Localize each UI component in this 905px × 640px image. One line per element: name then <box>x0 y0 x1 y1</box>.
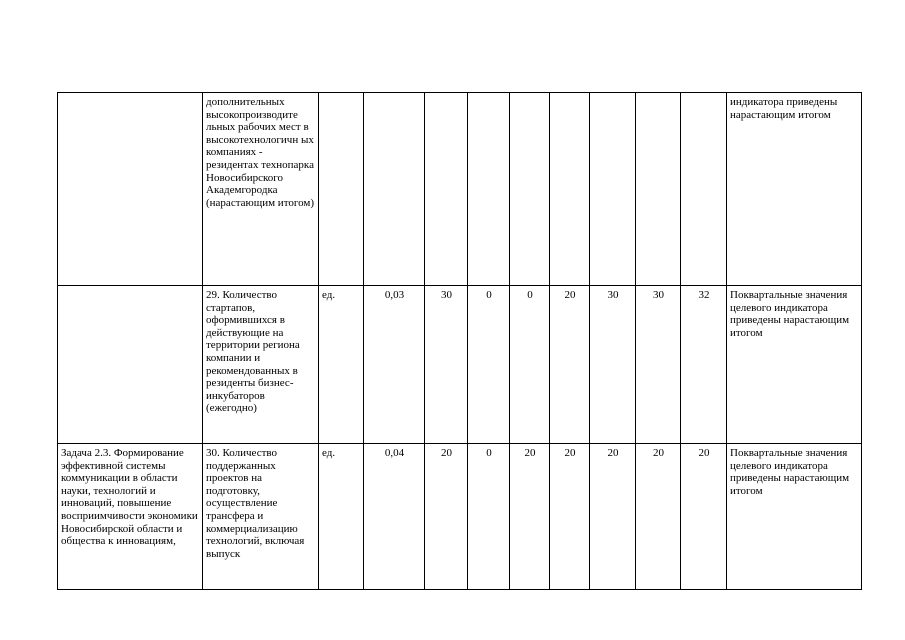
note-cell <box>727 286 862 444</box>
note-cell <box>727 93 862 286</box>
indicator-cell <box>203 444 319 590</box>
value-cell <box>468 286 510 444</box>
value-text: 20 <box>564 289 576 301</box>
value-text: 30 <box>607 289 619 301</box>
weight-cell <box>364 286 425 444</box>
value-cell <box>681 93 727 286</box>
task-cell-empty <box>58 286 203 444</box>
value-text: 20 <box>653 447 664 459</box>
value-cell <box>468 444 510 590</box>
note-text: Поквартальные значения целевого индикатора приведены нарастающим итогом <box>730 447 850 497</box>
weight-text: 0,03 <box>384 289 405 301</box>
value-text: 20 <box>607 447 619 459</box>
value-cell <box>636 93 681 286</box>
value-cell <box>510 286 550 444</box>
task-text: Задача 2.3. Формирование эффективной системы коммуникации в области науки, технологий и инноваций, повышение восприимчивости экономики Новосибирской области и общества к инновациям, <box>61 447 198 548</box>
value-cell <box>425 444 468 590</box>
value-cell <box>425 286 468 444</box>
value-text: 0 <box>527 289 533 301</box>
table-row <box>58 93 862 286</box>
value-cell <box>636 286 681 444</box>
weight-cell <box>364 444 425 590</box>
note-text: Поквартальные значения целевого индикатора приведены нарастающим итогом <box>730 289 850 339</box>
value-cell <box>681 286 727 444</box>
value-cell <box>550 286 590 444</box>
value-text: 0 <box>486 447 492 459</box>
value-cell <box>510 93 550 286</box>
value-text: 30 <box>653 289 664 301</box>
value-text: 20 <box>524 447 536 459</box>
indicator-text: 30. Количество поддержанных проектов на подготовку, осуществление трансфера и коммерциализацию технологий, включая выпуск <box>206 447 305 560</box>
unit-text: ед. <box>322 289 336 301</box>
indicator-text: дополнительных высокопроизводите льных рабочих мест в высокотехнологичн ых компаниях - резидентах технопарка Новосибирского Академгородка (нарастающим итогом) <box>206 96 315 209</box>
table-row <box>58 286 862 444</box>
weight-text: 0,04 <box>384 447 405 459</box>
unit-text: ед. <box>322 447 336 459</box>
value-text: 20 <box>564 447 576 459</box>
value-text: 0 <box>486 289 492 301</box>
task-cell <box>58 444 203 590</box>
value-cell <box>425 93 468 286</box>
table-row <box>58 444 862 590</box>
value-cell <box>590 444 636 590</box>
value-cell <box>550 93 590 286</box>
note-text: индикатора приведены нарастающим итогом <box>730 96 838 121</box>
weight-cell <box>364 93 425 286</box>
unit-cell <box>319 93 364 286</box>
unit-cell <box>319 444 364 590</box>
value-cell <box>550 444 590 590</box>
value-text: 20 <box>698 447 710 459</box>
value-text: 32 <box>698 289 710 301</box>
indicators-table <box>57 92 862 590</box>
value-cell <box>636 444 681 590</box>
task-cell-empty <box>58 93 203 286</box>
indicator-text: 29. Количество стартапов, оформившихся в действующие на территории региона компании и рекомендованных в резиденты бизнес-инкубаторов (ежегодно) <box>206 289 300 415</box>
value-cell <box>590 286 636 444</box>
value-cell <box>590 93 636 286</box>
value-cell <box>681 444 727 590</box>
value-cell <box>468 93 510 286</box>
value-cell <box>510 444 550 590</box>
value-text: 30 <box>441 289 452 301</box>
indicator-cell <box>203 286 319 444</box>
value-text: 20 <box>441 447 452 459</box>
indicator-cell <box>203 93 319 286</box>
unit-cell <box>319 286 364 444</box>
note-cell <box>727 444 862 590</box>
